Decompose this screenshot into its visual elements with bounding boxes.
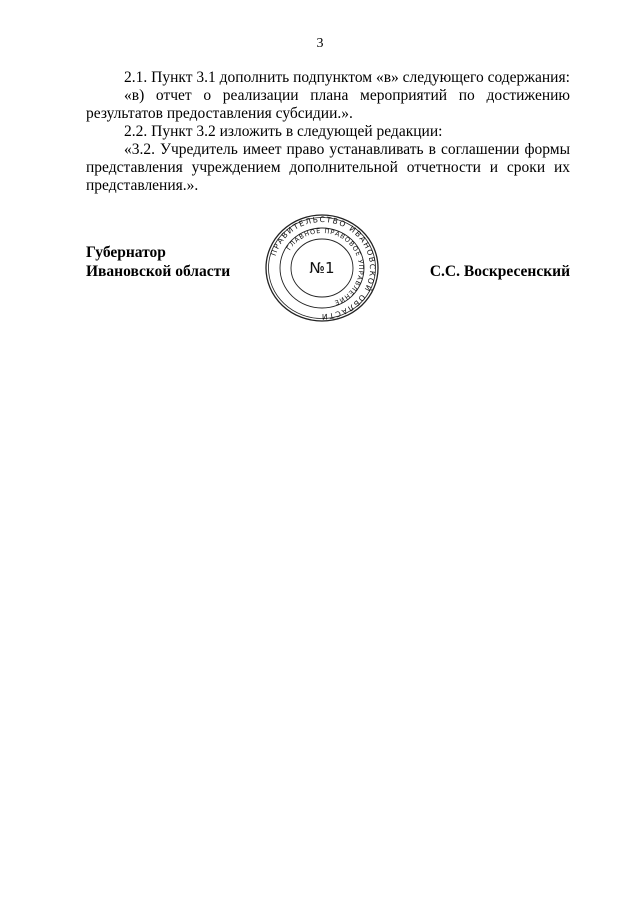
official-stamp	[264, 213, 380, 323]
stamp-center-number: №1	[309, 259, 335, 277]
page-number: 3	[316, 36, 324, 51]
stamp-inner-text: ГЛАВНОЕ ПРАВОВОЕ УПРАВЛЕНИЕ	[284, 226, 366, 307]
signature-block	[86, 213, 570, 323]
stamp-outer-text: ПРАВИТЕЛЬСТВО ИВАНОВСКОЙ ОБЛАСТИ	[268, 214, 378, 322]
paragraph-2-2: 2.2. Пункт 3.2 изложить в следующей редакции:	[124, 123, 443, 140]
signatory-position	[86, 243, 230, 281]
paragraph-2-2-content: «3.2. Учредитель имеет право устанавливать в соглашении формы представления учреждением дополнительной отчетности и сроки их представления.».	[86, 141, 570, 194]
signatory-name: С.С. Воскресенский	[429, 263, 570, 280]
document-body	[86, 69, 570, 195]
paragraph-2-1-content: «в) отчет о реализации плана мероприятий по достижению результатов предоставления субсидии.».	[86, 87, 570, 122]
signatory-position-line-1: Губернатор	[86, 244, 166, 261]
paragraph-2-1: 2.1. Пункт 3.1 дополнить подпунктом «в» следующего содержания:	[124, 69, 570, 86]
signatory-position-line-2: Ивановской области	[86, 263, 231, 280]
